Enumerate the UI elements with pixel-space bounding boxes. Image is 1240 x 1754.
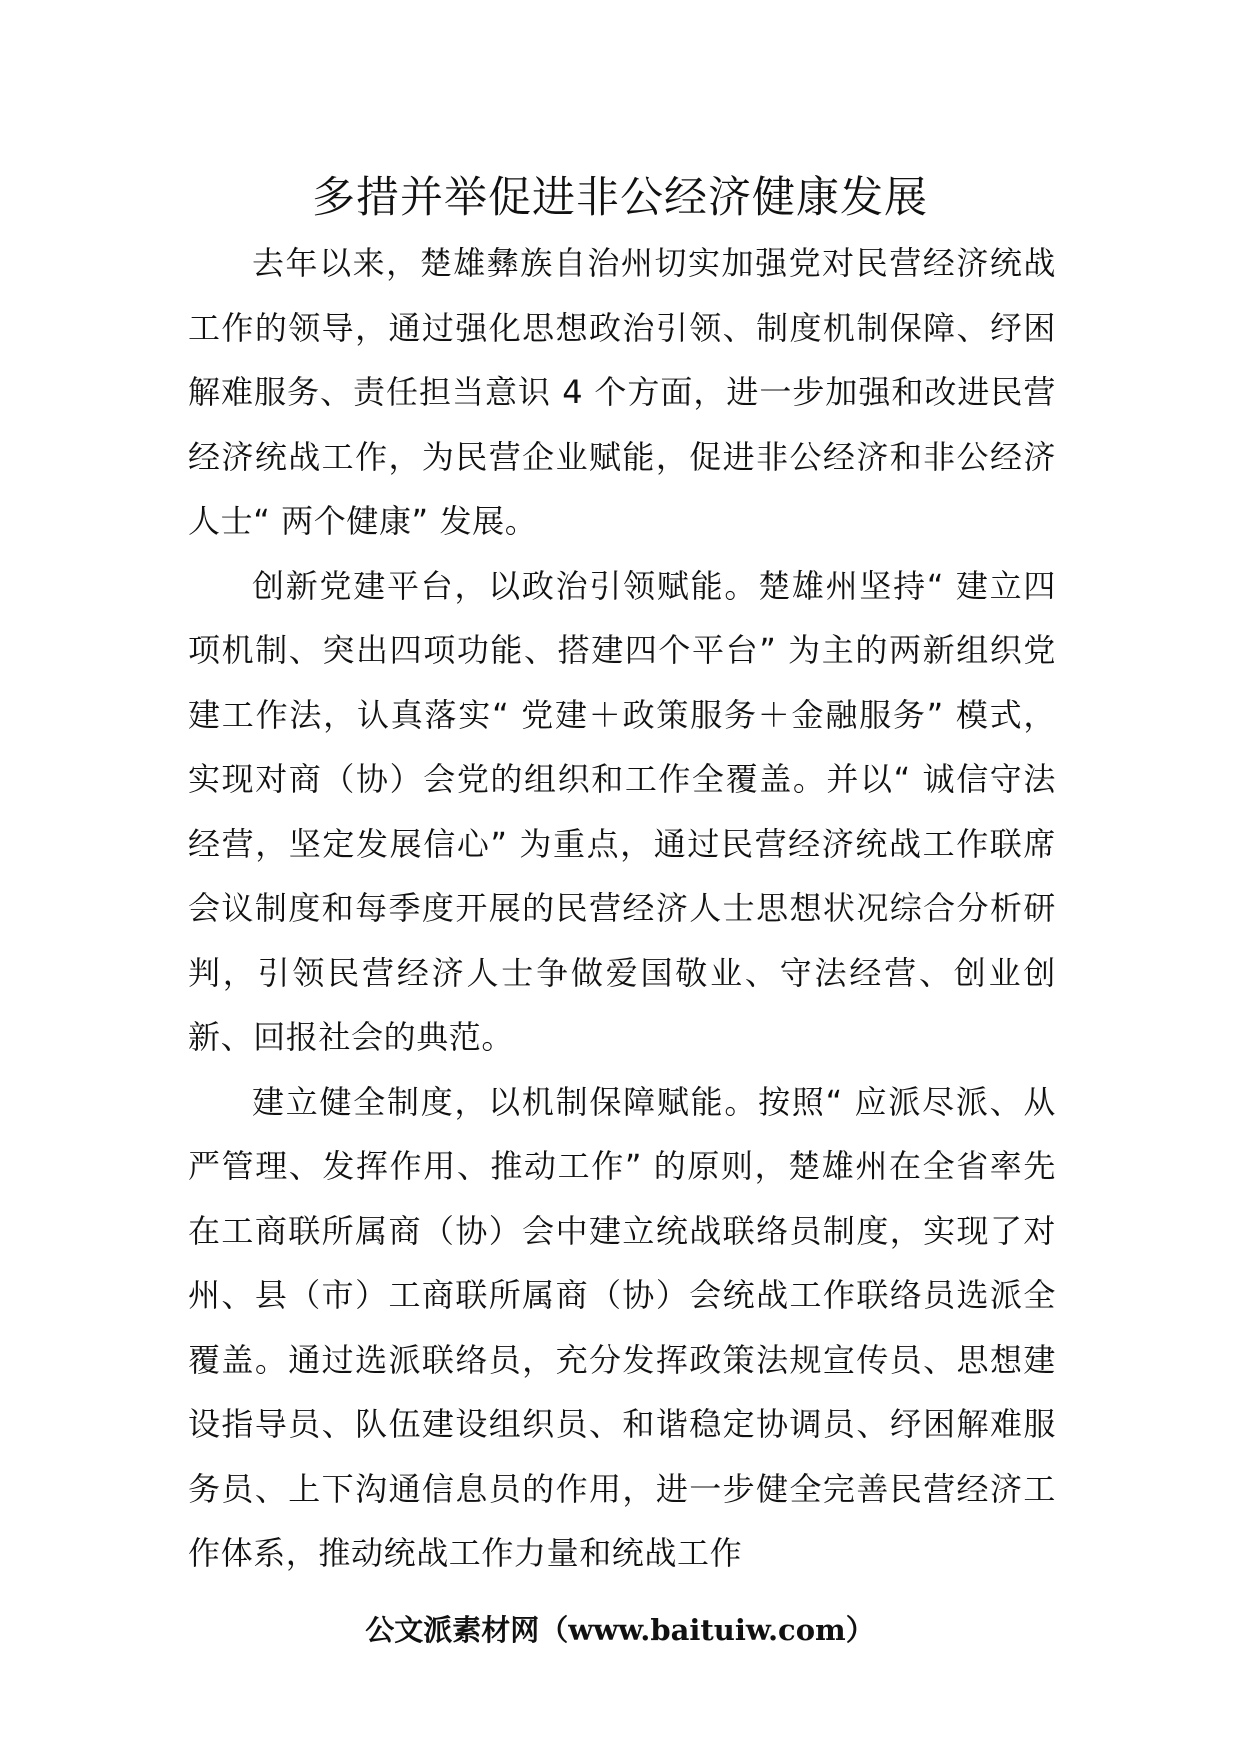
document-title: 多措并举促进非公经济健康发展 (312, 173, 928, 223)
paragraph-2: 创新党建平台，以政治引领赋能。楚雄州坚持“ 建立四项机制、突出四项功能、搭建四个平台” 为主的两新组织党建工作法，认真落实“ 党建＋政策服务＋金融服务” 模式，实现对商（协）会党的组织和工作全覆盖。并以“ 诚信守法经营，坚定发展信心” 为重点，通过民营经济统战工作联席会议制度和每季度开展的民营经济人士思想状况综合分析研判，引领民营经济人士争做爱国敬业、守法经营、创业创新、回报社会的典范。 (188, 566, 1056, 1056)
paragraph-1: 去年以来，楚雄彝族自治州切实加强党对民营经济统战工作的领导，通过强化思想政治引领、制度机制保障、纾困解难服务、责任担当意识 4 个方面，进一步加强和改进民营经济统战工作，为民营企业赋能，促进非公经济和非公经济人士“ 两个健康” 发展。 (188, 244, 1056, 540)
document-body (188, 231, 1056, 1586)
watermark-footer: 公文派素材网（www.baituiw.com） (365, 1613, 875, 1647)
paragraph-3: 建立健全制度，以机制保障赋能。按照“ 应派尽派、从严管理、发挥作用、推动工作” 的原则，楚雄州在全省率先在工商联所属商（协）会中建立统战联络员制度，实现了对州、县（市）工商联所属商（协）会统战工作联络员选派全覆盖。通过选派联络员，充分发挥政策法规宣传员、思想建设指导员、队伍建设组织员、和谐稳定协调员、纾困解难服务员、上下沟通信息员的作用，进一步健全完善民营经济工作体系，推动统战工作力量和统战工作 (188, 1082, 1056, 1572)
